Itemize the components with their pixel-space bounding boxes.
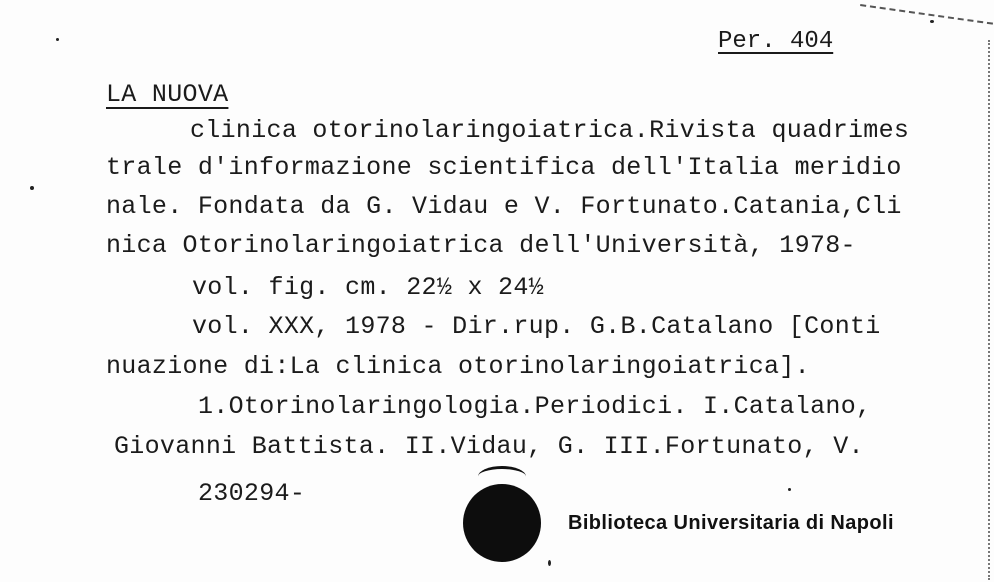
text-line-10: 230294- xyxy=(198,479,306,508)
library-stamp: Biblioteca Universitaria di Napoli xyxy=(568,512,894,534)
text-line-4: nica Otorinolaringoiatrica dell'Università, 1978- xyxy=(106,231,856,260)
speck xyxy=(788,488,791,491)
text-line-2: trale d'informazione scientifica dell'Italia meridio xyxy=(106,153,902,182)
shelfmark xyxy=(718,28,833,55)
shelfmark-text: Per. 404 xyxy=(718,28,834,55)
text-line-1: clinica otorinolaringoiatrica.Rivista quadrimes xyxy=(190,116,910,145)
heading: LA NUOVA xyxy=(106,80,229,109)
speck xyxy=(56,38,59,41)
text-line-5: vol. fig. cm. 22½ x 24½ xyxy=(192,273,544,302)
speck xyxy=(930,20,934,23)
text-line-8: 1.Otorinolaringologia.Periodici. I.Catalano, xyxy=(198,392,872,421)
card-edge-top xyxy=(860,4,993,28)
speck xyxy=(30,186,34,190)
card-edge-right xyxy=(988,40,992,580)
text-line-9: Giovanni Battista. II.Vidau, G. III.Fortunato, V. xyxy=(114,432,864,461)
text-line-6: vol. XXX, 1978 - Dir.rup. G.B.Catalano [Conti xyxy=(192,312,881,341)
text-line-7: nuazione di:La clinica otorinolaringoiatrica]. xyxy=(106,352,810,381)
speck xyxy=(548,560,551,566)
text-line-3: nale. Fondata da G. Vidau e V. Fortunato.Catania,Cli xyxy=(106,192,902,221)
stamp-seal-icon xyxy=(463,484,541,562)
